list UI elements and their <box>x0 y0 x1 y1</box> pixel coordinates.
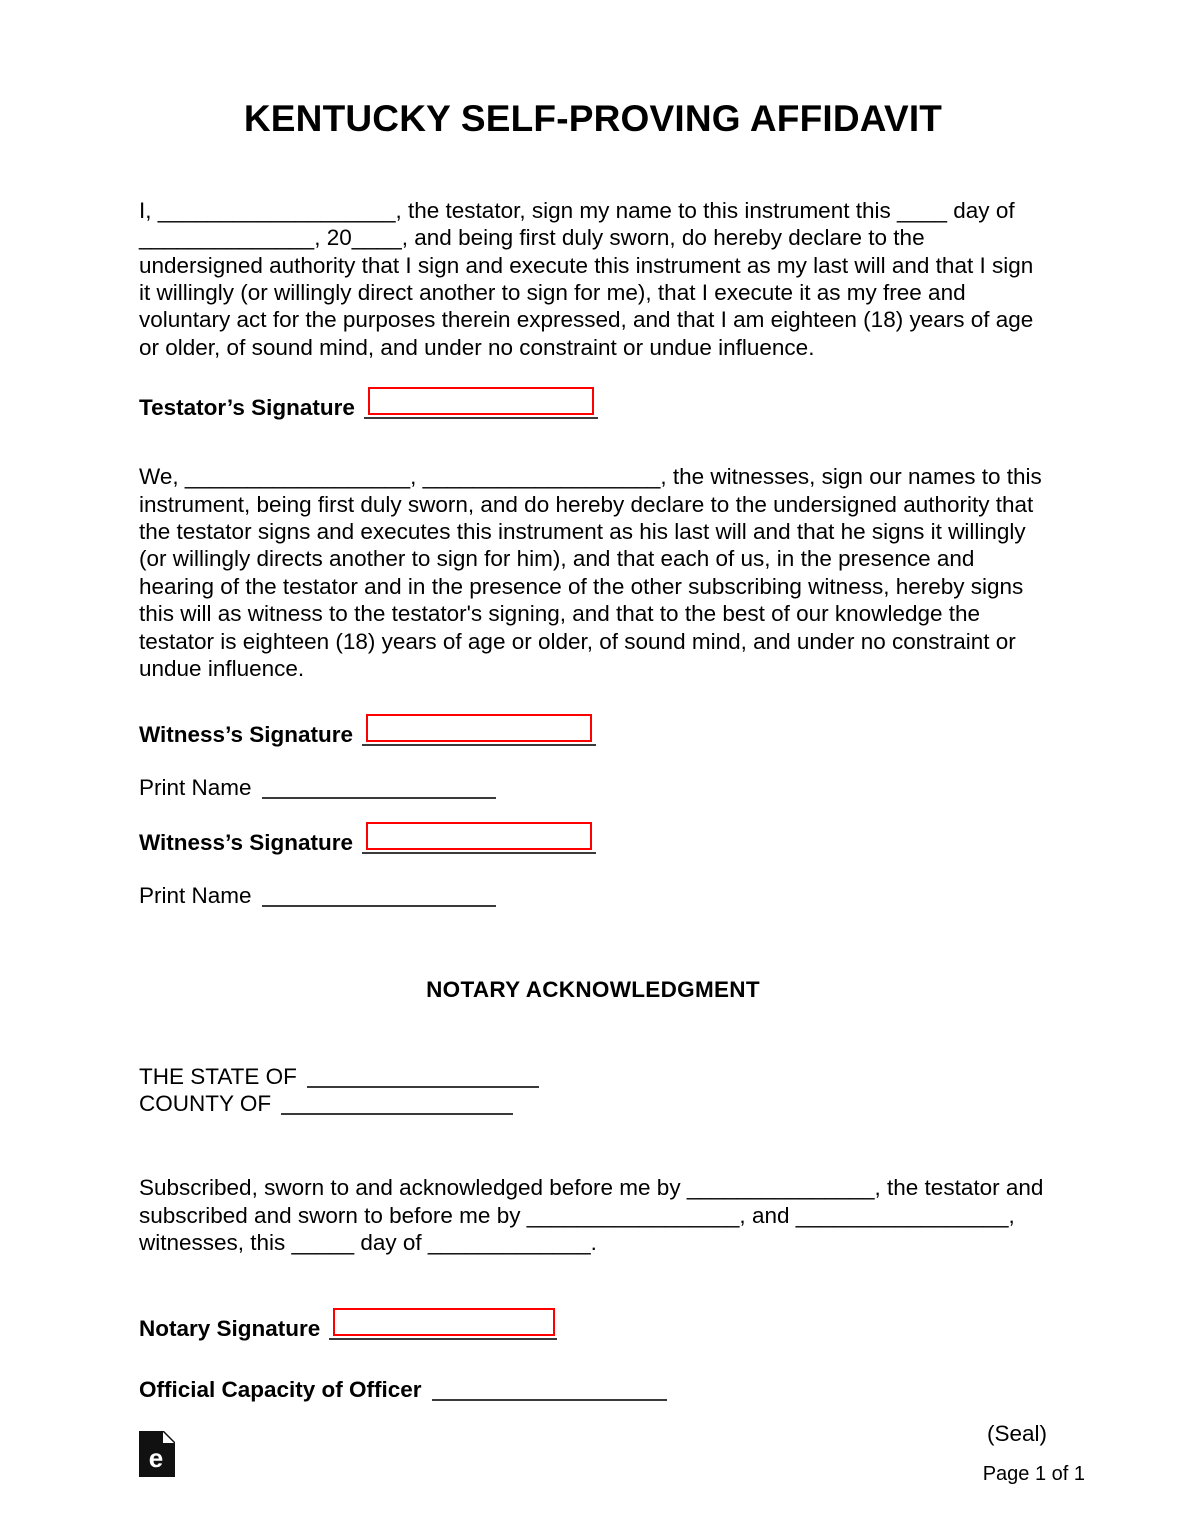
notary-signature-field[interactable] <box>329 1312 557 1340</box>
signature-box[interactable] <box>366 714 592 742</box>
testator-signature-field[interactable] <box>364 391 598 419</box>
eforms-logo-icon <box>139 1431 175 1477</box>
state-row <box>139 1063 1047 1090</box>
county-label: COUNTY OF <box>139 1091 272 1117</box>
page-footer <box>139 1431 1087 1493</box>
witness-signature-row-2 <box>139 826 1047 856</box>
page-number: Page 1 of 1 <box>982 1463 1085 1485</box>
witness-signature-field-2[interactable] <box>362 826 596 854</box>
print-name-input-2[interactable] <box>262 883 496 907</box>
county-input[interactable] <box>281 1091 513 1115</box>
seal-label: (Seal) <box>986 1420 1047 1446</box>
print-name-row-1 <box>139 774 1047 801</box>
print-name-input-1[interactable] <box>262 775 496 799</box>
state-input[interactable] <box>307 1064 539 1088</box>
print-name-label-1: Print Name <box>139 775 252 801</box>
print-name-label-2: Print Name <box>139 883 252 909</box>
official-capacity-input[interactable] <box>432 1377 667 1401</box>
document-content <box>139 0 1047 1447</box>
jurisdiction-block <box>139 1063 1047 1117</box>
official-capacity-row <box>139 1376 1047 1403</box>
signature-box[interactable] <box>333 1308 555 1336</box>
subscribed-sworn-paragraph: Subscribed, sworn to and acknowledged before me by _______________, the testator and subscribed and sworn to before me by _________________, and _________________, witnesses, this _____ day of _____________. <box>139 1175 1044 1256</box>
notary-signature-row <box>139 1312 1047 1342</box>
svg-text:e: e <box>148 1443 164 1473</box>
state-label: THE STATE OF <box>139 1064 297 1090</box>
witness-declaration-paragraph: We, __________________, ___________________, the witnesses, sign our names to this instrument, being first duly sworn, and do hereby declare to the undersigned authority that the testator signs and executes this instrument as his last will and that he signs it willingly (or willingly directs another to sign for him), and that each of us, in the presence and hearing of the testator and in the presence of the other subscribing witness, hereby signs this will as witness to the testator's signing, and that to the best of our knowledge the testator is eighteen (18) years of age or older, of sound mind, and under no constraint or undue influence. <box>139 464 1042 681</box>
testator-declaration-paragraph: I, ___________________, the testator, sign my name to this instrument this ____ day of ______________, 20____, and being first duly sworn, do hereby declare to the undersigned authority that I sign and execute this instrument as my last will and that I sign it willingly (or willingly direct another to sign for me), that I execute it as my free and voluntary act for the purposes therein expressed, and that I am eighteen (18) years of age or older, of sound mind, and under no constraint or undue influence. <box>139 197 1034 360</box>
witness-signature-field-1[interactable] <box>362 718 596 746</box>
witness-signature-row-1 <box>139 718 1047 748</box>
notary-signature-label: Notary Signature <box>139 1315 321 1341</box>
official-capacity-label: Official Capacity of Officer <box>139 1376 422 1402</box>
signature-box[interactable] <box>368 387 594 415</box>
testator-signature-label: Testator’s Signature <box>139 395 355 421</box>
print-name-row-2 <box>139 882 1047 909</box>
signature-box[interactable] <box>366 822 592 850</box>
witness-signature-label-2: Witness’s Signature <box>139 830 354 856</box>
witness-signature-label-1: Witness’s Signature <box>139 722 354 748</box>
page-title: KENTUCKY SELF-PROVING AFFIDAVIT <box>243 98 943 139</box>
subscribed-block <box>139 1174 1047 1256</box>
notary-acknowledgment-heading: NOTARY ACKNOWLEDGMENT <box>426 977 760 1003</box>
county-row <box>139 1090 1047 1117</box>
testator-signature-row <box>139 391 1047 421</box>
